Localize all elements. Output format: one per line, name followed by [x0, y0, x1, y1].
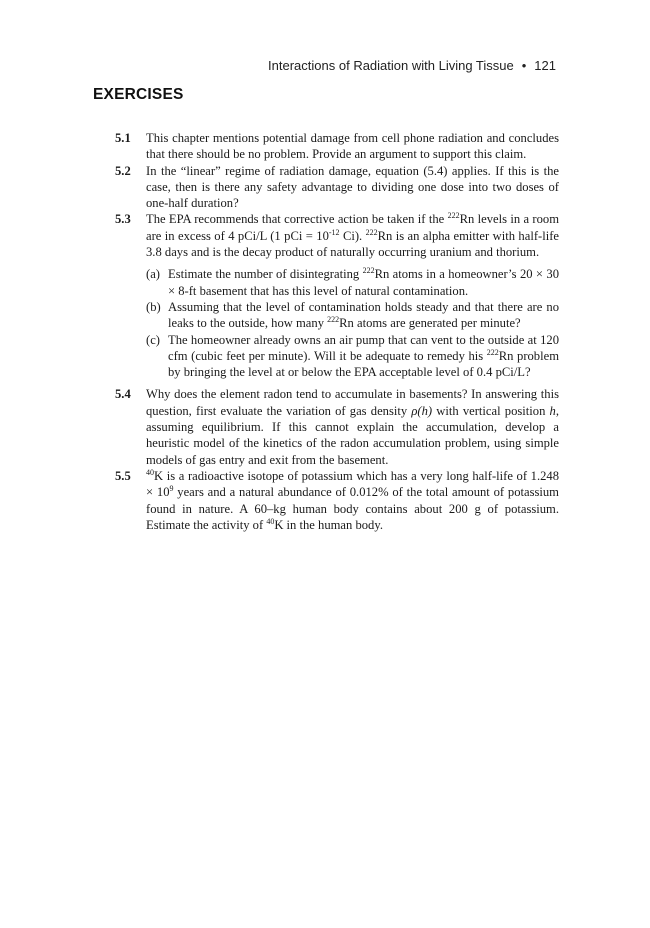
exercise-body: [146, 211, 559, 386]
text-run: Why does the element radon tend to accumulate in basements? In answering this question, first evaluate the variation of gas density: [146, 387, 559, 418]
running-title: Interactions of Radiation with Living Tissue: [268, 58, 514, 73]
text-run: Rn atoms in a homeowner’s 20 × 30 × 8-ft basement that has this level of natural contamination.: [168, 267, 559, 298]
exercise-number: 5.3: [115, 212, 131, 227]
exercise-number: 5.5: [115, 468, 131, 483]
text-run: K in the human body.: [274, 517, 383, 532]
text-run: Rn atoms are generated per minute?: [339, 316, 521, 331]
exercise-5-4: [115, 386, 559, 467]
text-run: Rn is an alpha emitter with half-life 3.8 days and is the decay product of naturally occurring uranium and thorium.: [146, 228, 559, 260]
superscript: 222: [362, 266, 375, 276]
subpart-text: [168, 266, 559, 299]
superscript: 222: [365, 227, 378, 237]
exercise-text: This chapter mentions potential damage from cell phone radiation and concludes that there should be no problem. Provide an argument to support this claim.: [146, 131, 559, 162]
text-run: years and a natural abundance of 0.012% of the total amount of potassium found in nature. A 60–kg human body contains about 200 g of potassium. Estimate the activity of: [146, 485, 559, 532]
text-run: Rn levels in a room are in excess of 4 pCi/L (1 pCi = 10: [146, 212, 559, 243]
subpart-label: (a): [146, 267, 160, 282]
superscript: 40: [146, 467, 154, 477]
subpart-a: [146, 266, 559, 299]
exercise-text: In the “linear” regime of radiation damage, equation (5.4) applies. If this is the case, then is there any safety advantage to dividing one dose into two doses of one-half duration?: [146, 163, 559, 211]
subpart-list: [146, 266, 559, 380]
bullet-separator: •: [521, 58, 527, 73]
text-run: The homeowner already owns an air pump that can vent to the outside at 120 cfm (cubic feet per minute). Will it be adequate to remedy his: [168, 332, 559, 363]
exercise-5-2: [115, 163, 559, 212]
math-symbol: ρ(h): [411, 403, 433, 418]
exercise-text: [146, 468, 559, 533]
text-run: with vertical position: [432, 403, 550, 418]
exercise-list: [115, 130, 559, 533]
superscript: 222: [447, 211, 460, 221]
exercise-text: [146, 211, 559, 260]
subpart-c: [146, 332, 559, 381]
exercise-5-1: [115, 130, 559, 163]
subpart-text: [168, 299, 559, 332]
superscript: 40: [266, 516, 275, 526]
superscript: 222: [327, 315, 340, 325]
exercise-number: 5.4: [115, 387, 131, 402]
text-run: K is a radioactive isotope of potassium which has a very long half-life of 1.248 × 10: [146, 468, 559, 500]
superscript: -12: [328, 227, 340, 237]
exercise-5-3: [115, 211, 559, 386]
exercise-number: 5.2: [115, 163, 131, 178]
subpart-label: (b): [146, 299, 161, 314]
subpart-text: [168, 332, 559, 381]
text-run: The EPA recommends that corrective action be taken if the: [146, 212, 448, 227]
text-run: Estimate the number of disintegrating: [168, 267, 363, 282]
exercise-number: 5.1: [115, 131, 131, 145]
text-run: Assuming that the level of contamination holds steady and that there are no leaks to the outside, how many: [168, 299, 559, 331]
superscript: 222: [486, 347, 499, 357]
math-symbol: h: [549, 403, 556, 418]
subpart-b: [146, 299, 559, 332]
superscript: 9: [169, 484, 174, 494]
section-title: EXERCISES: [93, 86, 184, 103]
page-number: 121: [534, 58, 556, 73]
text-run: Rn problem by bringing the level at or below the EPA acceptable level of 0.4 pCi/L?: [168, 348, 559, 380]
exercise-5-5: [115, 468, 559, 533]
text-run: Ci).: [339, 228, 366, 243]
subpart-label: (c): [146, 332, 160, 347]
text-run: , assuming equilibrium. If this cannot explain the accumulation, develop a heuristic model of the kinetics of the radon accumulation problem, using simple models of gas entry and exit from the basement.: [146, 403, 559, 467]
exercise-text: [146, 386, 559, 467]
running-head: [268, 58, 556, 73]
